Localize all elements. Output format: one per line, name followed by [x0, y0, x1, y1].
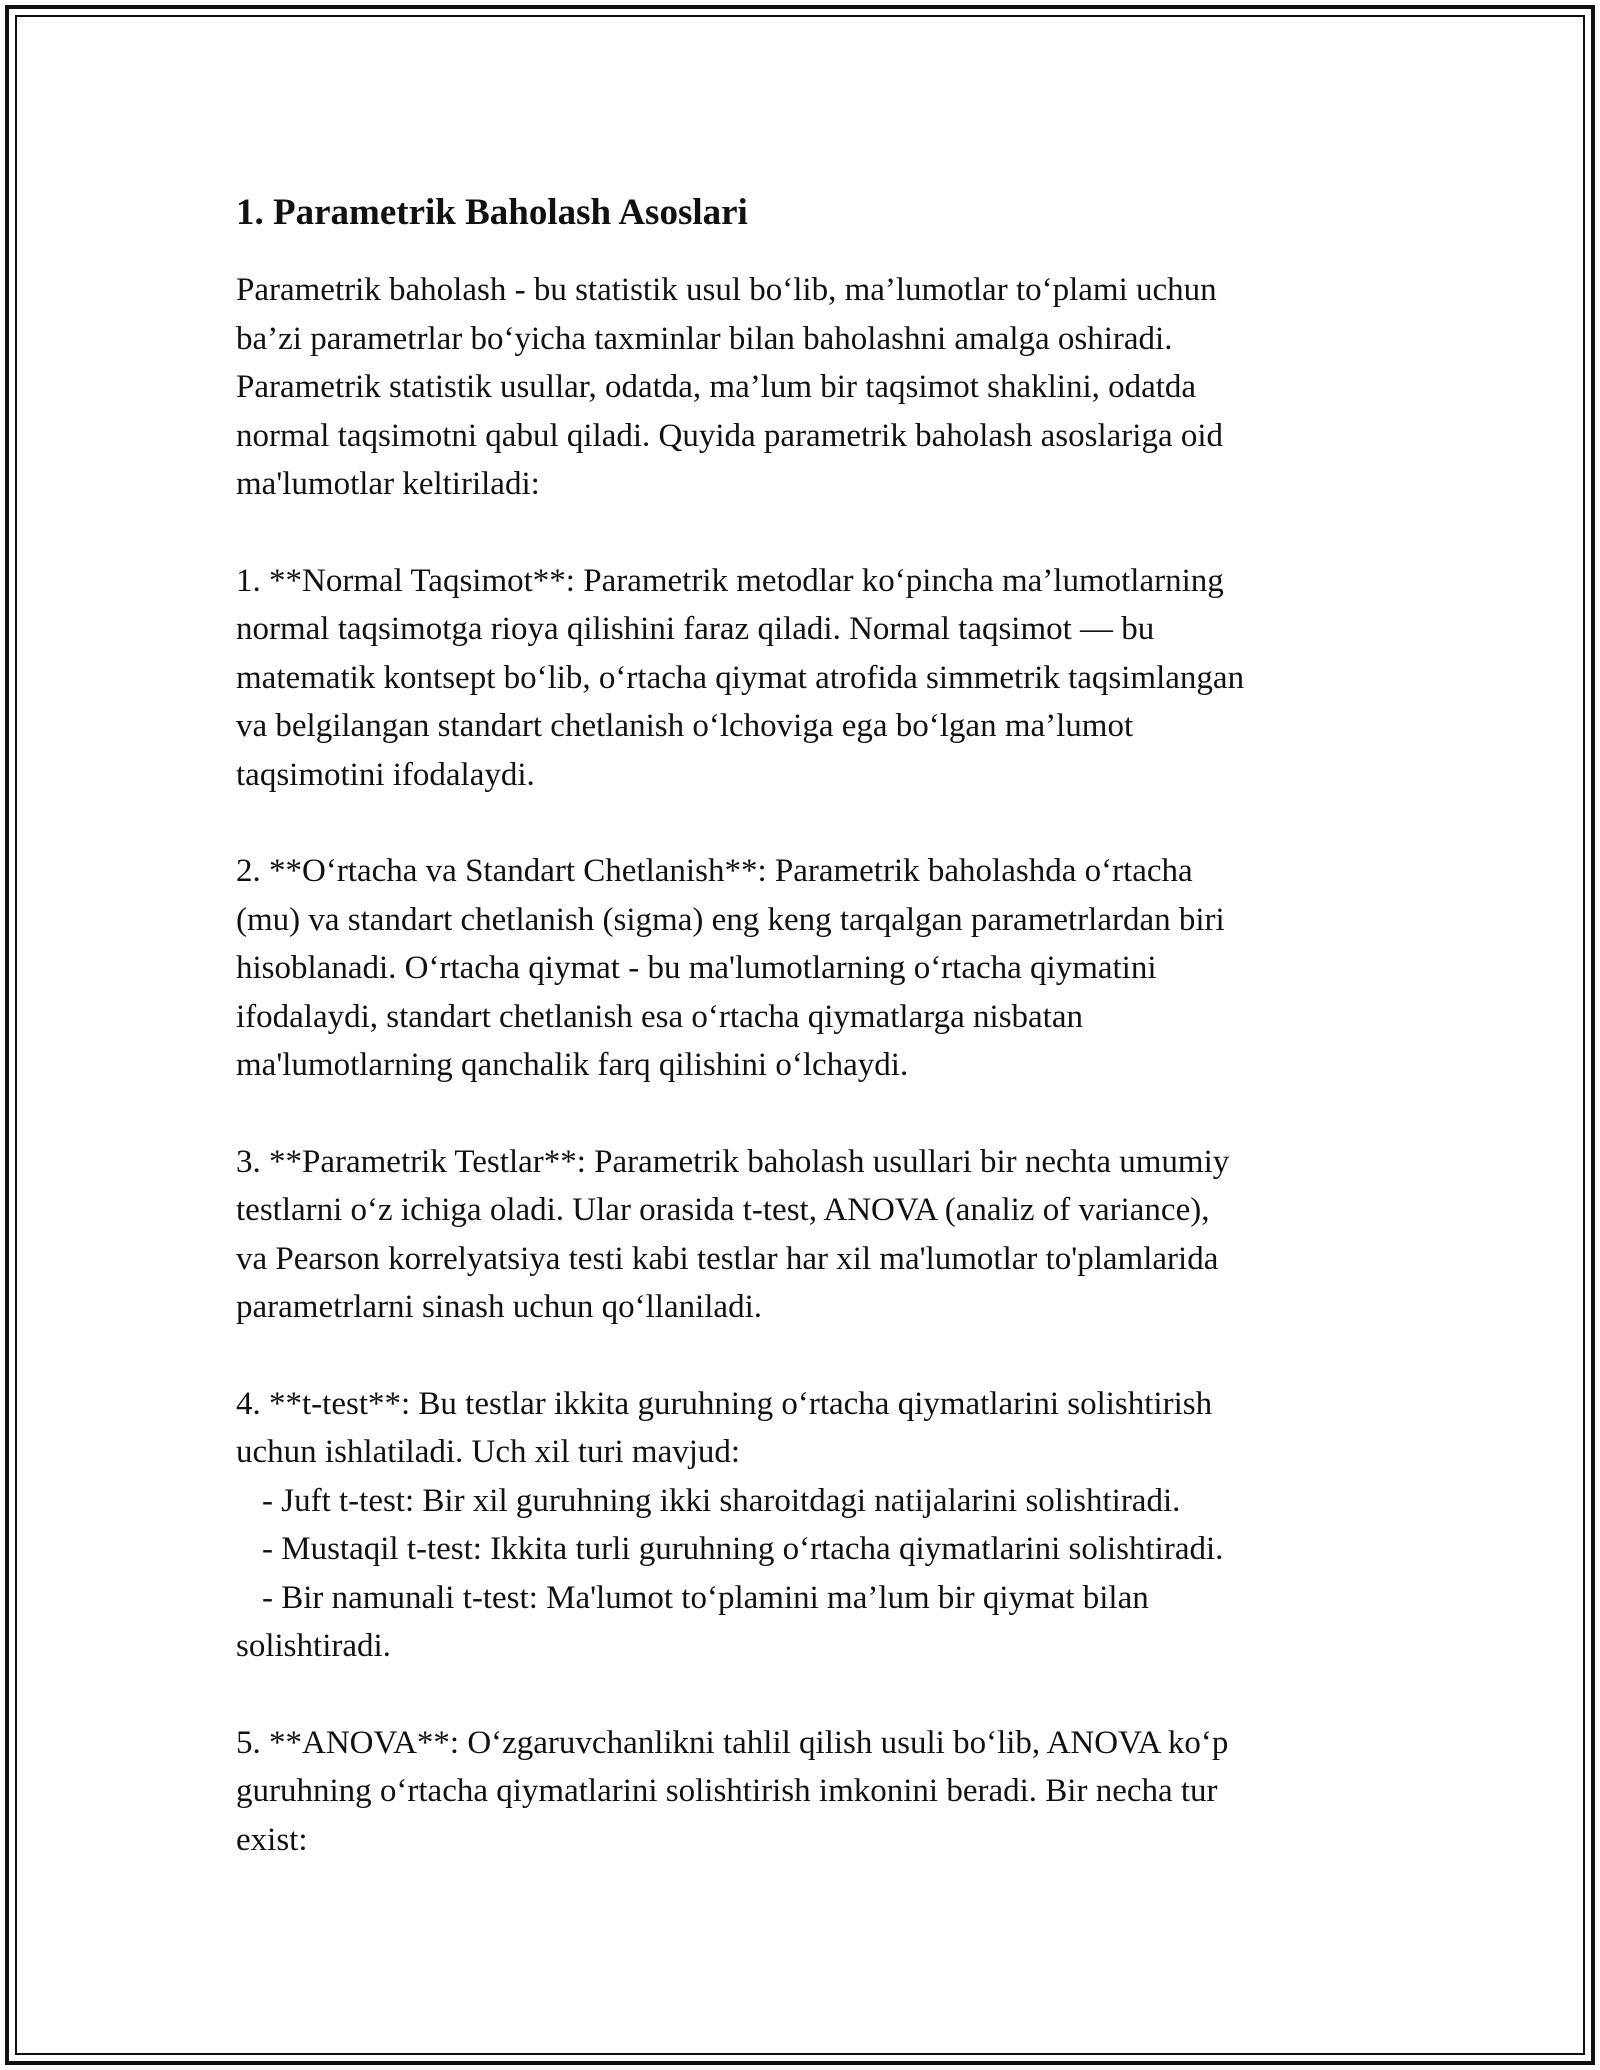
text-line: hisoblanadi. O‘rtacha qiymat - bu ma'lumotlarning o‘rtacha qiymatini — [236, 950, 1157, 986]
text-line: ma'lumotlarning qanchalik farq qilishini o‘lchaydi. — [236, 1047, 909, 1083]
text-line: matematik kontsept bo‘lib, o‘rtacha qiymat atrofida simmetrik taqsimlangan — [236, 659, 1245, 696]
section-title: 1. Parametrik Baholash Asoslari — [236, 192, 748, 233]
text-line: testlarni o‘z ichiga oladi. Ular orasida t-test, ANOVA (analiz of variance), — [236, 1192, 1210, 1228]
list-item: - Juft t-test: Bir xil guruhning ikki sharoitdagi natijalarini solishtiradi. — [262, 1482, 1181, 1519]
text-line: uchun ishlatiladi. Uch xil turi mavjud: — [236, 1434, 741, 1470]
text-line: solishtiradi. — [236, 1628, 391, 1664]
text-line: normal taqsimotga rioya qilishini faraz qiladi. Normal taqsimot — bu — [236, 611, 1155, 647]
text-line: guruhning o‘rtacha qiymatlarini solishtirish imkonini beradi. Bir necha tur — [236, 1773, 1218, 1809]
text-line: (mu) va standart chetlanish (sigma) eng keng tarqalgan parametrlardan biri — [236, 901, 1225, 938]
list-item: - Mustaqil t-test: Ikkita turli guruhning o‘rtacha qiymatlarini solishtiradi. — [262, 1531, 1224, 1567]
text-line: 4. **t-test**: Bu testlar ikkita guruhning o‘rtacha qiymatlarini solishtirish — [236, 1385, 1213, 1422]
text-line: parametrlarni sinash uchun qo‘llaniladi. — [236, 1289, 763, 1325]
text-line: taqsimotini ifodalaydi. — [236, 756, 535, 793]
paragraph-intro — [236, 266, 1366, 509]
paragraph-parametrik-testlar — [236, 1138, 1366, 1332]
paragraph-ortacha-standart — [236, 847, 1366, 1090]
text-line: 1. **Normal Taqsimot**: Parametrik metodlar ko‘pincha ma’lumotlarning — [236, 562, 1224, 599]
paragraph-t-test — [236, 1380, 1366, 1671]
text-line: va Pearson korrelyatsiya testi kabi testlar har xil ma'lumotlar to'plamlarida — [236, 1240, 1219, 1277]
list-item: - Bir namunali t-test: Ma'lumot to‘plamini ma’lum bir qiymat bilan — [262, 1579, 1149, 1616]
text-line: ifodalaydi, standart chetlanish esa o‘rtacha qiymatlarga nisbatan — [236, 998, 1083, 1035]
text-line: Parametrik baholash - bu statistik usul bo‘lib, ma’lumotlar to‘plami uchun — [236, 272, 1217, 308]
text-line: ma'lumotlar keltiriladi: — [236, 466, 540, 502]
paragraph-normal-taqsimot — [236, 557, 1366, 800]
text-line: 2. **O‘rtacha va Standart Chetlanish**: Parametrik baholashda o‘rtacha — [236, 853, 1193, 889]
paragraph-anova — [236, 1719, 1366, 1865]
text-line: 3. **Parametrik Testlar**: Parametrik baholash usullari bir nechta umumiy — [236, 1143, 1230, 1180]
text-line: normal taqsimotni qabul qiladi. Quyida parametrik baholash asoslariga oid — [236, 417, 1224, 454]
text-line: va belgilangan standart chetlanish o‘lchoviga ega bo‘lgan ma’lumot — [236, 708, 1134, 744]
document-body — [236, 187, 1366, 1912]
text-line: ba’zi parametrlar bo‘yicha taxminlar bilan baholashni amalga oshiradi. — [236, 320, 1173, 357]
text-line: 5. **ANOVA**: O‘zgaruvchanlikni tahlil qilish usuli bo‘lib, ANOVA ko‘p — [236, 1724, 1229, 1761]
text-line: Parametrik statistik usullar, odatda, ma’lum bir taqsimot shaklini, odatda — [236, 369, 1197, 405]
text-line: exist: — [236, 1821, 308, 1858]
